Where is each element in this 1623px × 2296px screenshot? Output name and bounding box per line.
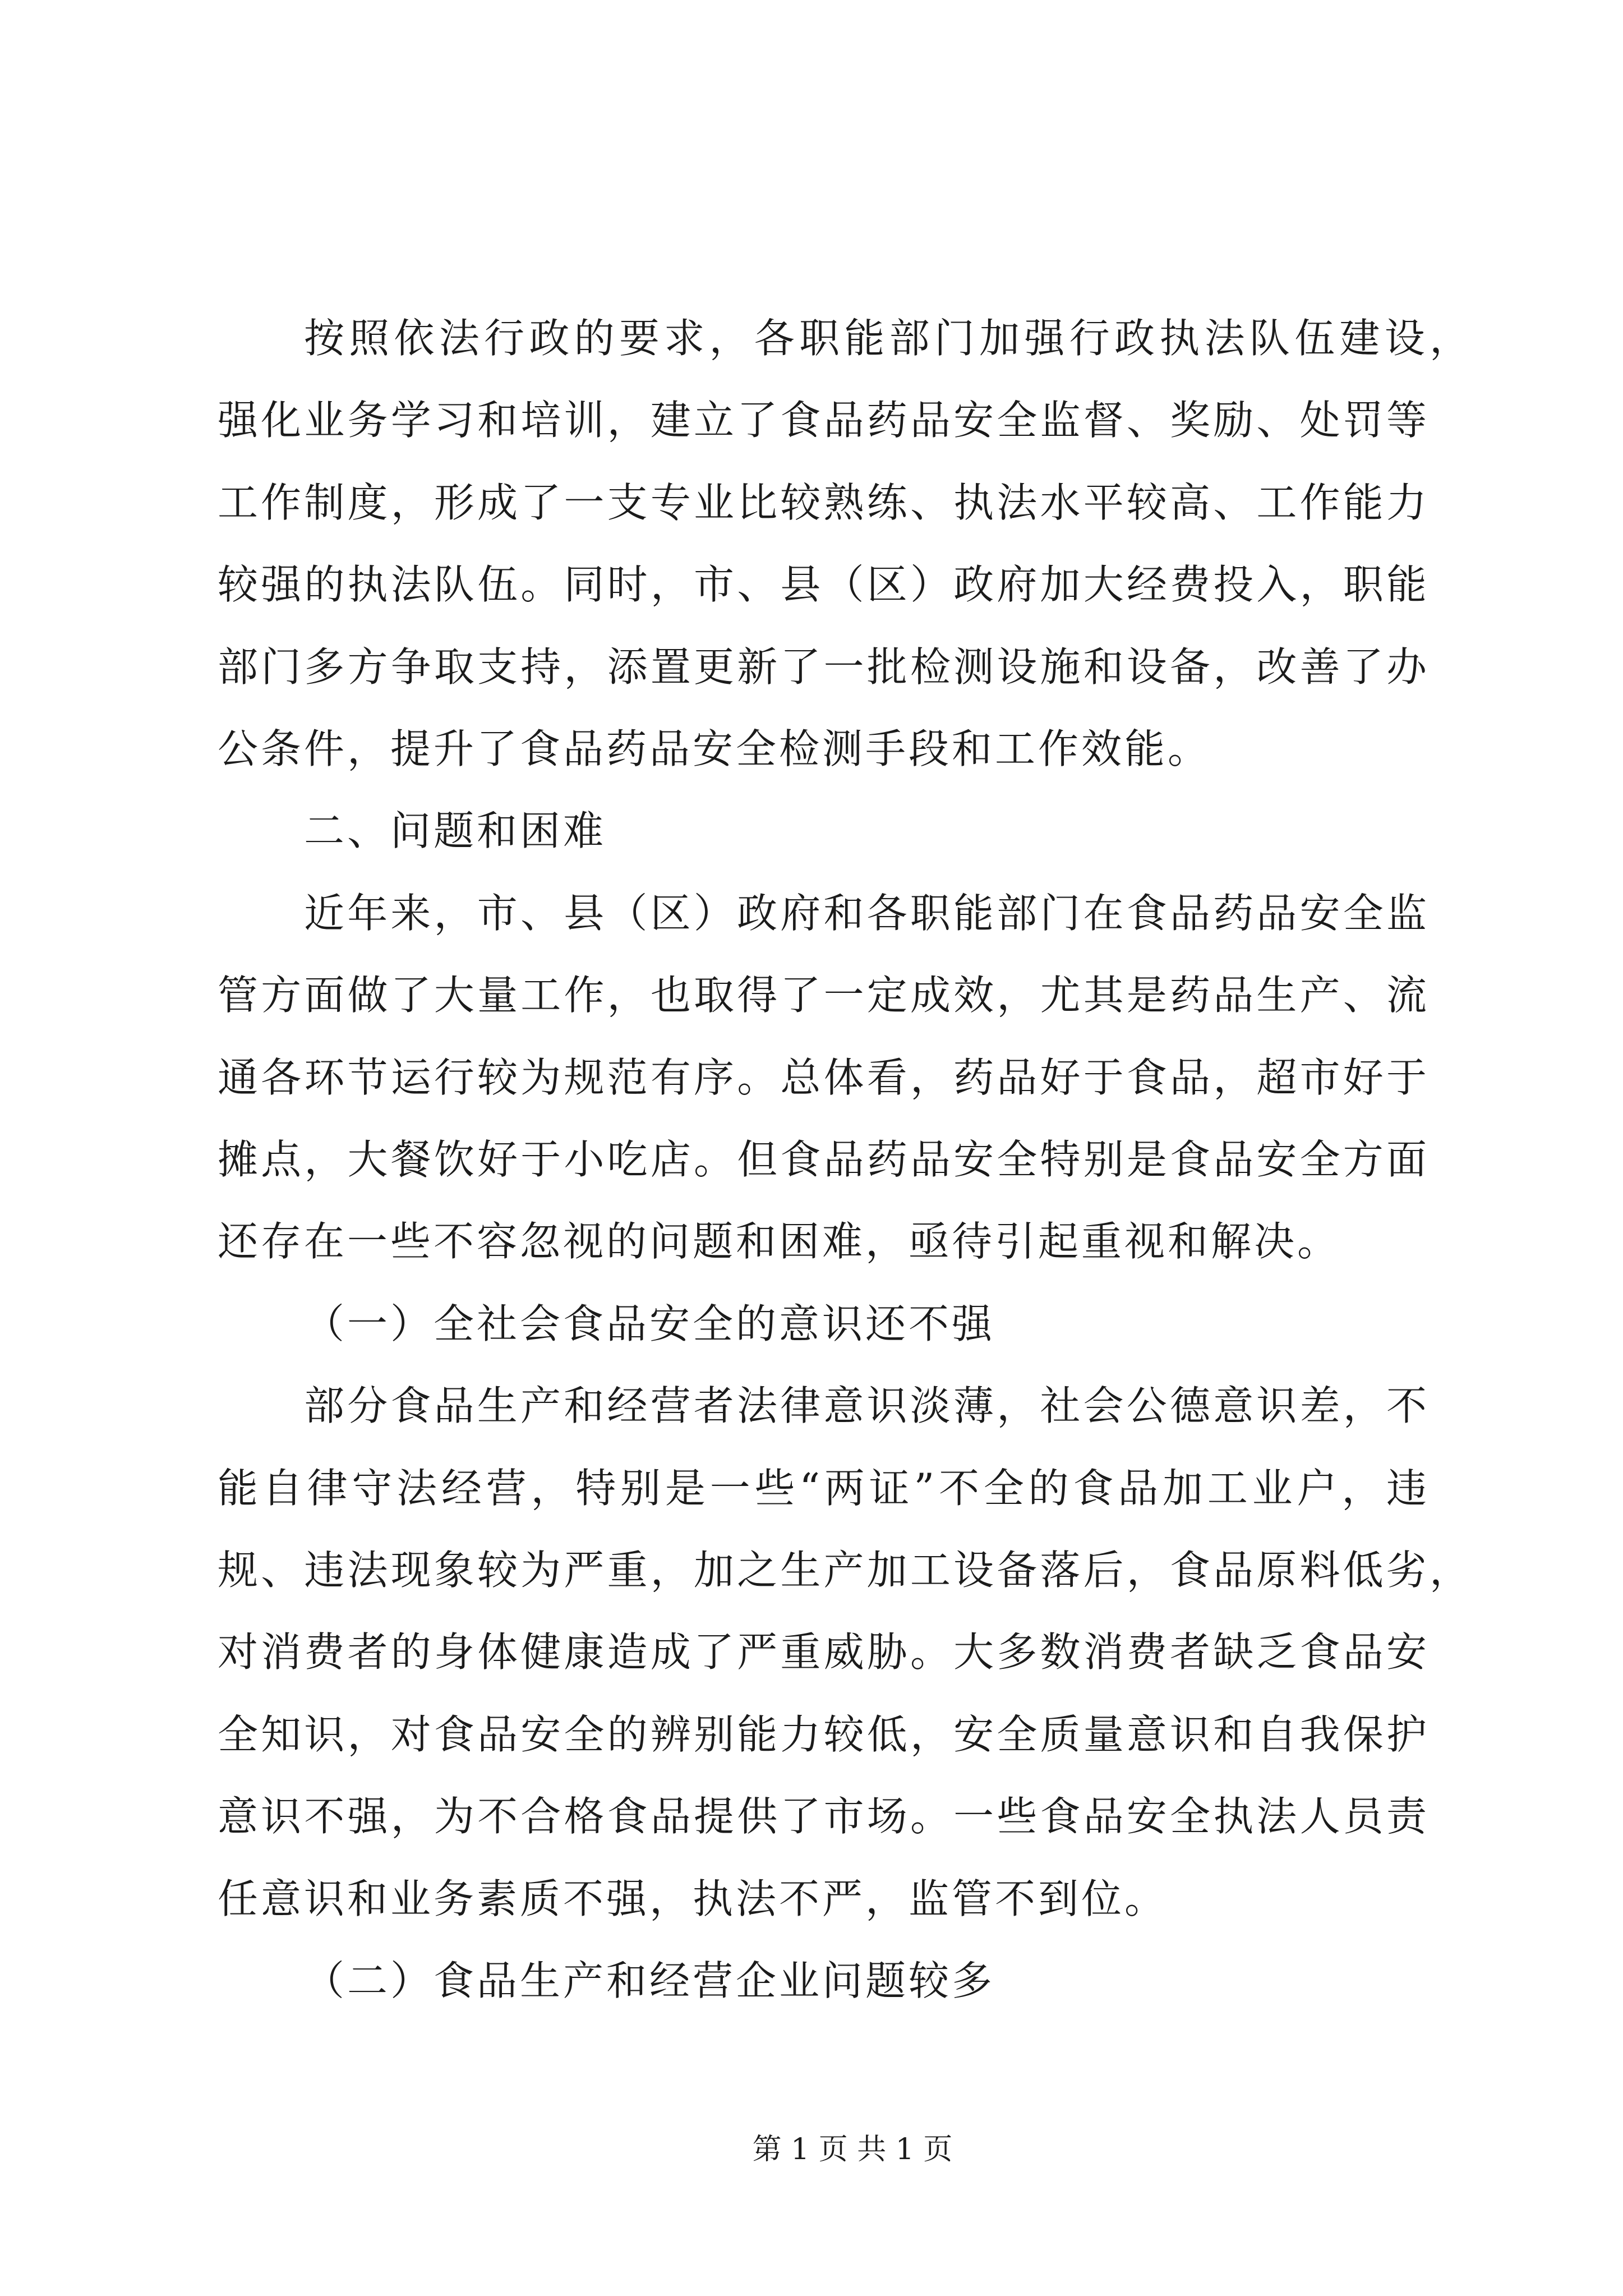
body-text-line: 对消费者的身体健康造成了严重威胁。大多数消费者缺乏食品安 (218, 1628, 1427, 1676)
body-text-line: 意识不强，为不合格食品提供了市场。一些食品安全执法人员责 (218, 1793, 1427, 1840)
body-text-line: 按照依法行政的要求，各职能部门加强行政执法队伍建设， (304, 315, 1470, 362)
section-heading-text: 二、问题和困难 (304, 807, 607, 854)
body-text-line: 较强的执法队伍。同时，市、县（区）政府加大经费投入，职能 (218, 561, 1427, 608)
body-text-line: 规、违法现象较为严重，加之生产加工设备落后，食品原料低劣， (218, 1547, 1470, 1594)
body-text-line: 全知识，对食品安全的辨别能力较低，安全质量意识和自我保护 (218, 1711, 1427, 1758)
body-text-line: 公条件，提升了食品药品安全检测手段和工作效能。 (218, 725, 1211, 772)
body-text-line: 能自律守法经营，特别是一些“两证”不全的食品加工业户，违 (218, 1465, 1427, 1512)
body-text-line: 工作制度，形成了一支专业比较熟练、执法水平较高、工作能力 (218, 479, 1427, 526)
body-text-line: 部门多方争取支持，添置更新了一批检测设施和设备，改善了办 (218, 643, 1427, 691)
body-text-line: 还存在一些不容忽视的问题和困难，亟待引起重视和解决。 (218, 1218, 1341, 1265)
subsection-heading-text: （二）食品生产和经营企业问题较多 (304, 1957, 995, 2004)
page-number-footer: 第 1 页 共 1 页 (752, 2133, 953, 2166)
body-text-line: 摊点，大餐饮好于小吃店。但食品药品安全特别是食品安全方面 (218, 1136, 1427, 1183)
body-text-line: 部分食品生产和经营者法律意识淡薄，社会公德意识差，不 (304, 1382, 1427, 1429)
body-text-line: 任意识和业务素质不强，执法不严，监管不到位。 (218, 1875, 1168, 1922)
subsection-heading-text: （一）全社会食品安全的意识还不强 (304, 1300, 995, 1347)
body-text-line: 强化业务学习和培训，建立了食品药品安全监督、奖励、处罚等 (218, 397, 1427, 444)
body-text-line: 通各环节运行较为规范有序。总体看，药品好于食品，超市好于 (218, 1054, 1427, 1101)
body-text-line: 管方面做了大量工作，也取得了一定成效，尤其是药品生产、流 (218, 972, 1427, 1019)
body-text-line: 近年来，市、县（区）政府和各职能部门在食品药品安全监 (304, 890, 1427, 937)
